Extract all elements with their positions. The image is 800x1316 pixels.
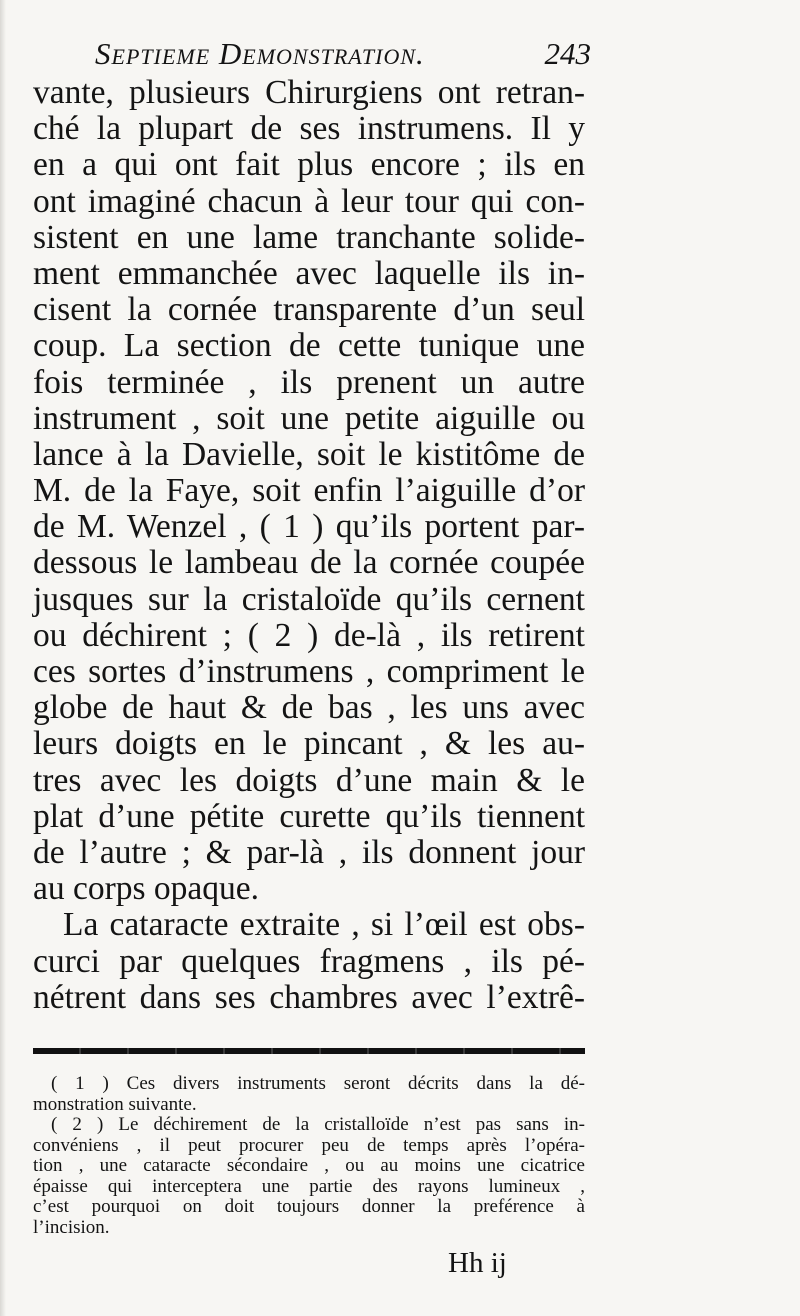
body-line: ment emmanchée avec laquelle ils in- [33,254,585,292]
body-line: lance à la Davielle, soit le kistitôme de [33,435,585,473]
body-line: globe de haut & de bas , les uns avec [33,689,585,727]
page-number: 243 [544,36,591,71]
footnote-line: l’incision. [33,1216,110,1238]
body-line: fois terminée , ils prenent un autre [33,363,585,401]
body-line: cisent la cornée transparente d’un seul [33,291,585,329]
body-line: jusques sur la cristaloïde qu’ils cernent [33,580,585,618]
body-line: leurs doigts en le pincant , & les au- [33,725,585,763]
footnotes [33,1074,585,1238]
body-line: de l’autre ; & par-là , ils donnent jour [33,833,585,871]
body-line: instrument , soit une petite aiguille ou [33,399,585,437]
running-title: Septieme Demonstration. [95,36,425,71]
footnote-line: ( 2 ) Le déchirement de la cristalloïde n’est pas sans in- [51,1114,585,1135]
body-line: ont imaginé chacun à leur tour qui con- [33,182,585,220]
body-line: ou déchirent ; ( 2 ) de-là , ils retirent [33,616,585,654]
page-edge-shadow [0,0,6,1316]
body-line: M. de la Faye, soit enfin l’aiguille d’or [33,472,585,510]
footnote-line: ( 1 ) Ces divers instruments seront décrits dans la dé- [51,1073,585,1094]
footnote-line: tion , une cataracte sécondaire , ou au moins une cicatrice [33,1155,585,1176]
body-line: au corps opaque. [33,870,260,908]
footnote-separator-rule [33,1048,585,1054]
body-line: tres avec les doigts d’une main & le [33,761,585,799]
body-line: curci par quelques fragmens , ils pé- [33,942,585,980]
body-line: ché la plupart de ses instrumens. Il y [33,110,585,148]
signature-mark: Hh ij [448,1247,507,1279]
footnote-line: c’est pourquoi on doit toujours donner la preférence à [33,1196,585,1217]
footnote-line: convéniens , il peut procurer peu de temps après l’opéra- [33,1134,585,1156]
body-line: sistent en une lame tranchante solide- [33,218,585,256]
body-line: de M. Wenzel , ( 1 ) qu’ils portent par- [33,508,585,546]
body-line: plat d’une pétite curette qu’ils tiennent [33,797,585,835]
body-line: coup. La section de cette tunique une [33,327,585,365]
footnote-line: monstration suivante. [33,1093,197,1115]
body-line: ces sortes d’instrumens , compriment le [33,653,585,690]
body-line: vante, plusieurs Chirurgiens ont retran- [33,74,585,111]
body-line: nétrent dans ses chambres avec l’extrê- [33,978,585,1016]
body-text [33,75,585,1016]
body-line: en a qui ont fait plus encore ; ils en [33,146,585,184]
body-line: dessous le lambeau de la cornée coupée [33,544,585,582]
footnote-line: épaisse qui interceptera une partie des rayons lumineux , [33,1175,585,1197]
paragraph-start-line: La cataracte extraite , si l’œil est obs- [63,906,585,944]
